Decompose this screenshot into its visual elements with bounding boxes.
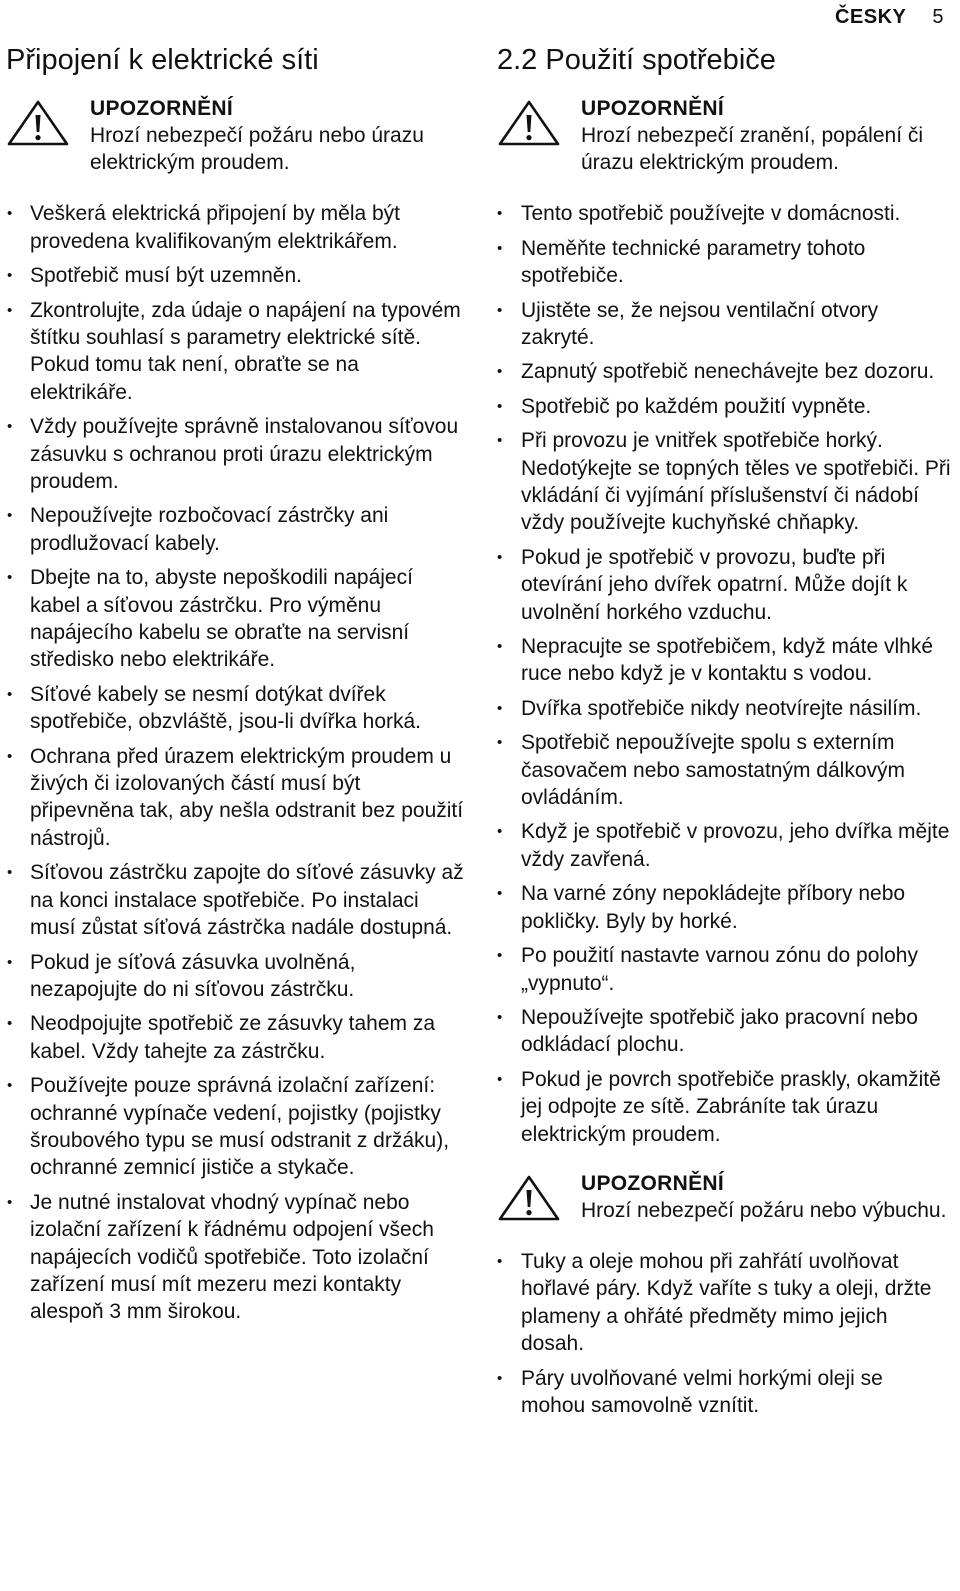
- warning-title: UPOZORNĚNÍ: [90, 97, 234, 121]
- warning-triangle-icon: [6, 99, 70, 147]
- language-label: ČESKY: [834, 6, 907, 28]
- warning-box-electrical: [6, 95, 464, 176]
- list-item: • Při provozu je vnitřek spotřebiče horký. Nedotýkejte se topných těles ve spotřebiči. Při vkládání či vyjímání příslušenství či nádobí vždy používejte kuchyňské chňapky.: [497, 427, 952, 537]
- list-item: • Když je spotřebič v provozu, jeho dvířka mějte vždy zavřená.: [497, 818, 952, 873]
- list-item: • Dvířka spotřebiče nikdy neotvírejte násilím.: [497, 695, 952, 722]
- list-item: • Používejte pouze správná izolační zařízení: ochranné vypínače vedení, pojistky (pojistky šroubového typu se musí odstranit z držáku), ochranné zemnicí jističe a stykače.: [6, 1072, 464, 1182]
- list-item: • Tento spotřebič používejte v domácnosti.: [497, 200, 952, 227]
- warning-text-block: [90, 95, 464, 176]
- fire-safety-list: [497, 1248, 952, 1419]
- list-item: • Na varné zóny nepokládejte příbory nebo pokličky. Byly by horké.: [497, 880, 952, 935]
- warning-text-block: [581, 1170, 946, 1224]
- electrical-safety-list: [6, 200, 464, 1325]
- warning-message: Hrozí nebezpečí požáru nebo úrazu elektrickým proudem.: [90, 124, 424, 175]
- list-item: • Po použití nastavte varnou zónu do polohy „vypnuto“.: [497, 942, 952, 997]
- list-item: • Síťovou zástrčku zapojte do síťové zásuvky až na konci instalace spotřebiče. Po instalaci musí zůstat síťová zástrčka nadále dostupná.: [6, 859, 464, 941]
- list-item: • Pokud je síťová zásuvka uvolněná, nezapojujte do ni síťovou zástrčku.: [6, 949, 464, 1004]
- list-item: • Dbejte na to, abyste nepoškodili napájecí kabel a síťovou zástrčku. Pro výměnu napájecího kabelu se obraťte na servisní středisko nebo elektrikáře.: [6, 564, 464, 674]
- list-item: • Veškerá elektrická připojení by měla být provedena kvalifikovaným elektrikářem.: [6, 200, 464, 255]
- warning-message: Hrozí nebezpečí zranění, popálení či úrazu elektrickým proudem.: [581, 124, 924, 175]
- list-item: • Je nutné instalovat vhodný vypínač nebo izolační zařízení k řádnému odpojení všech napájecích vodičů spotřebiče. Toto izolační zařízení musí mít mezeru mezi kontakty alespoň 3 mm širokou.: [6, 1189, 464, 1326]
- list-item: • Síťové kabely se nesmí dotýkat dvířek spotřebiče, obzvláště, jsou-li dvířka horká.: [6, 681, 464, 736]
- warning-title: UPOZORNĚNÍ: [581, 97, 725, 121]
- section-title-electrical: Připojení k elektrické síti: [6, 44, 319, 76]
- list-item: • Nepoužívejte spotřebič jako pracovní nebo odkládací plochu.: [497, 1004, 952, 1059]
- list-item: • Spotřebič nepoužívejte spolu s externím časovačem nebo samostatným dálkovým ovládáním.: [497, 729, 952, 811]
- list-item: • Zkontrolujte, zda údaje o napájení na typovém štítku souhlasí s parametry elektrické sítě. Pokud tomu tak není, obraťte se na elektrikáře.: [6, 297, 464, 407]
- list-item: • Pokud je povrch spotřebiče praskly, okamžitě jej odpojte ze sítě. Zabráníte tak úrazu elektrickým proudem.: [497, 1066, 952, 1148]
- warning-text-block: [581, 95, 952, 176]
- list-item: • Páry uvolňované velmi horkými oleji se mohou samovolně vznítit.: [497, 1365, 952, 1420]
- list-item: • Ujistěte se, že nejsou ventilační otvory zakryté.: [497, 297, 952, 352]
- list-item: • Neodpojujte spotřebič ze zásuvky tahem za kabel. Vždy tahejte za zástrčku.: [6, 1010, 464, 1065]
- list-item: • Nepracujte se spotřebičem, když máte vlhké ruce nebo když je v kontaktu s vodou.: [497, 633, 952, 688]
- page-header: [835, 6, 944, 29]
- warning-triangle-icon: [497, 99, 561, 147]
- list-item: • Tuky a oleje mohou při zahřátí uvolňovat hořlavé páry. Když vaříte s tuky a oleji, držte plameny a ohřáté předměty mimo jejich dosah.: [497, 1248, 952, 1358]
- warning-message: Hrozí nebezpečí požáru nebo výbuchu.: [581, 1198, 947, 1222]
- warning-triangle-icon: [497, 1174, 561, 1222]
- warning-box-fire: [497, 1170, 952, 1224]
- usage-safety-list: [497, 200, 952, 1148]
- list-item: • Spotřebič musí být uzemněn.: [6, 262, 464, 289]
- list-item: • Ochrana před úrazem elektrickým proudem u živých či izolovaných částí musí být připevněna tak, aby nešla odstranit bez použití nástrojů.: [6, 743, 464, 853]
- list-item: • Vždy používejte správně instalovanou síťovou zásuvku s ochranou proti úrazu elektrickým proudem.: [6, 413, 464, 495]
- section-title-usage: 2.2 Použití spotřebiče: [497, 44, 776, 76]
- warning-box-injury: [497, 95, 952, 176]
- left-column: [6, 44, 464, 1333]
- list-item: • Spotřebič po každém použití vypněte.: [497, 393, 952, 420]
- list-item: • Zapnutý spotřebič nenechávejte bez dozoru.: [497, 358, 952, 385]
- list-item: • Neměňte technické parametry tohoto spotřebiče.: [497, 235, 952, 290]
- right-column: [497, 44, 952, 1426]
- warning-title: UPOZORNĚNÍ: [581, 1171, 725, 1195]
- list-item: • Pokud je spotřebič v provozu, buďte při otevírání jeho dvířek opatrní. Může dojít k uvolnění horkého vzduchu.: [497, 544, 952, 626]
- page-number: 5: [932, 6, 944, 28]
- list-item: • Nepoužívejte rozbočovací zástrčky ani prodlužovací kabely.: [6, 502, 464, 557]
